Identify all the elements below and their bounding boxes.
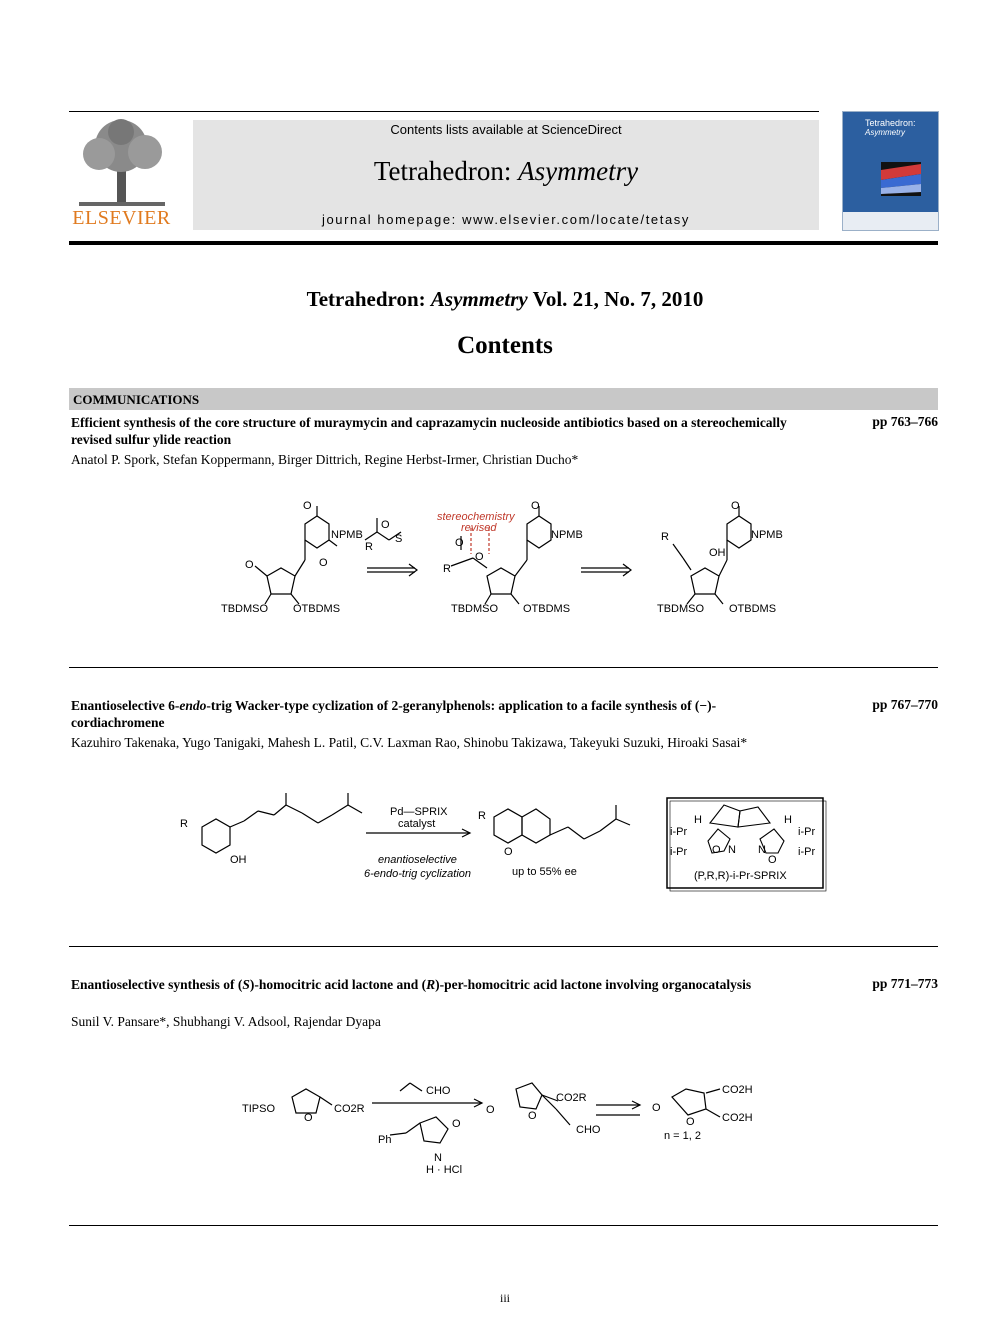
title-part: Enantioselective 6- xyxy=(71,698,180,713)
reagent-label: CO2R xyxy=(334,1103,365,1115)
graphical-abstract-scheme xyxy=(215,498,805,628)
svg-text:R: R xyxy=(478,810,486,822)
journal-cover-thumbnail[interactable] xyxy=(842,111,939,231)
svg-text:CO2H: CO2H xyxy=(722,1112,753,1124)
cover-title-line: Tetrahedron: xyxy=(865,118,916,128)
svg-text:i-Pr: i-Pr xyxy=(670,846,688,858)
scheme-label: OTBDMS xyxy=(293,603,341,615)
svg-text:H: H xyxy=(784,814,792,826)
scheme-label: NPMB xyxy=(331,529,363,541)
masthead-rule xyxy=(69,241,938,245)
article-divider xyxy=(69,946,938,947)
article-divider xyxy=(69,1225,938,1226)
cover-artwork-icon xyxy=(881,162,921,196)
title-part-italic: S xyxy=(242,977,250,992)
top-rule xyxy=(69,111,819,112)
condition-label: enantioselective xyxy=(378,854,457,866)
cover-footer xyxy=(843,212,938,230)
svg-text:O: O xyxy=(486,1104,495,1116)
section-header: COMMUNICATIONS xyxy=(69,388,938,410)
article-divider xyxy=(69,667,938,668)
svg-text:i-Pr: i-Pr xyxy=(798,846,816,858)
cover-subtitle: Asymmetry xyxy=(865,128,905,137)
journal-title-plain: Tetrahedron: xyxy=(373,156,519,186)
journal-title xyxy=(193,156,819,187)
ligand-name: (P,R,R)-i-Pr-SPRIX xyxy=(694,870,787,882)
scheme-label: R xyxy=(661,531,669,543)
svg-text:O: O xyxy=(686,1116,695,1128)
scheme-label: TBDMSO xyxy=(657,603,705,615)
revised-note: revised xyxy=(461,522,497,534)
article-authors: Sunil V. Pansare*, Shubhangi V. Adsool, Rajendar Dyapa xyxy=(71,1014,381,1029)
ee-result: up to 55% ee xyxy=(512,866,577,878)
svg-text:i-Pr: i-Pr xyxy=(798,826,816,838)
title-part: )-per-homocitric acid lactone involving organocatalysis xyxy=(435,977,752,992)
svg-text:H: H xyxy=(694,814,702,826)
graphical-abstract-scheme xyxy=(240,1075,780,1180)
svg-text:O: O xyxy=(455,537,464,549)
title-part: -trig Wacker-type cyclization of 2-geranylphenols: application to a facile synthesis of (−)-cordiachromene xyxy=(71,698,717,730)
svg-text:O: O xyxy=(504,846,513,858)
issue-title xyxy=(0,287,992,312)
svg-text:O: O xyxy=(731,500,740,512)
scheme-label: NPMB xyxy=(751,529,783,541)
journal-title-italic: Asymmetry xyxy=(518,156,639,186)
svg-text:O: O xyxy=(303,500,312,512)
reagent-label: TIPSO xyxy=(242,1103,276,1115)
svg-text:O: O xyxy=(319,557,328,569)
scheme-label: R xyxy=(365,541,373,553)
svg-text:O: O xyxy=(528,1110,537,1122)
article-title[interactable] xyxy=(71,976,791,993)
svg-text:CO2R: CO2R xyxy=(556,1092,587,1104)
reagent-label: Pd—SPRIX xyxy=(390,806,448,818)
svg-text:N: N xyxy=(758,844,766,856)
title-part: )-homocitric acid lactone and ( xyxy=(249,977,427,992)
scheme-label: NPMB xyxy=(551,529,583,541)
condition-label: 6-endo-trig cyclization xyxy=(364,868,471,880)
svg-text:i-Pr: i-Pr xyxy=(670,826,688,838)
svg-text:O: O xyxy=(768,854,777,866)
svg-text:O: O xyxy=(452,1118,461,1130)
article-pages[interactable]: pp 771–773 xyxy=(872,976,938,991)
svg-text:N: N xyxy=(434,1152,442,1164)
svg-text:R: R xyxy=(180,818,188,830)
tree-icon xyxy=(69,118,174,208)
catalyst-salt: H · HCl xyxy=(426,1164,463,1176)
issue-volume: Vol. 21, No. 7, 2010 xyxy=(527,287,704,311)
article-authors: Kazuhiro Takenaka, Yugo Tanigaki, Mahesh L. Patil, C.V. Laxman Rao, Shinobu Takizawa, Takeyuki Suzuki, Hiroaki Sasai* xyxy=(71,735,748,750)
scheme-label: OH xyxy=(709,547,726,559)
svg-text:O: O xyxy=(712,844,721,856)
svg-text:O: O xyxy=(381,519,390,531)
issue-journal-italic: Asymmetry xyxy=(430,287,528,311)
scheme-label: OTBDMS xyxy=(523,603,571,615)
graphical-abstract-scheme xyxy=(178,793,828,893)
svg-text:N: N xyxy=(728,844,736,856)
reagent-label: CHO xyxy=(576,1124,601,1136)
stereochemistry-note: stereochemistry xyxy=(437,511,515,523)
svg-text:O: O xyxy=(652,1102,661,1114)
article-title[interactable]: Efficient synthesis of the core structure of muraymycin and caprazamycin nucleoside antibiotics based on a stereochemically revised sulfur ylide reaction xyxy=(71,415,787,447)
scheme-note: n = 1, 2 xyxy=(664,1130,702,1142)
svg-text:O: O xyxy=(304,1112,313,1124)
article-title[interactable] xyxy=(71,697,791,731)
svg-text:CO2H: CO2H xyxy=(722,1084,753,1096)
elsevier-logo[interactable] xyxy=(69,118,174,230)
svg-text:S: S xyxy=(395,533,403,545)
title-part: Enantioselective synthesis of ( xyxy=(71,977,243,992)
svg-text:O: O xyxy=(475,551,484,563)
title-part-italic: R xyxy=(426,977,436,992)
journal-homepage-link[interactable]: journal homepage: www.elsevier.com/locate/tetasy xyxy=(321,212,690,227)
cover-title xyxy=(865,118,916,138)
reagent-label: CHO xyxy=(426,1085,451,1097)
publisher-wordmark: ELSEVIER xyxy=(72,207,171,229)
issue-journal-plain: Tetrahedron: xyxy=(306,287,431,311)
article-pages[interactable]: pp 767–770 xyxy=(872,697,938,712)
scheme-label: OTBDMS xyxy=(729,603,777,615)
scheme-label: TBDMSO xyxy=(451,603,499,615)
article-pages[interactable]: pp 763–766 xyxy=(872,414,938,429)
reagent-label: catalyst xyxy=(398,818,436,830)
svg-text:O: O xyxy=(245,559,254,571)
svg-text:Ph: Ph xyxy=(378,1134,392,1146)
contents-availability[interactable]: Contents lists available at ScienceDirect xyxy=(390,122,622,137)
scheme-label: TBDMSO xyxy=(221,603,269,615)
contents-heading: Contents xyxy=(457,332,553,359)
journal-banner xyxy=(193,120,819,230)
title-part-italic: endo xyxy=(179,698,207,713)
svg-text:OH: OH xyxy=(230,854,247,866)
page-number: iii xyxy=(499,1291,510,1305)
scheme-label: R xyxy=(443,563,451,575)
article-authors: Anatol P. Spork, Stefan Koppermann, Birger Dittrich, Regine Herbst-Irmer, Christian Ducho* xyxy=(71,452,579,467)
svg-text:O: O xyxy=(531,500,540,512)
